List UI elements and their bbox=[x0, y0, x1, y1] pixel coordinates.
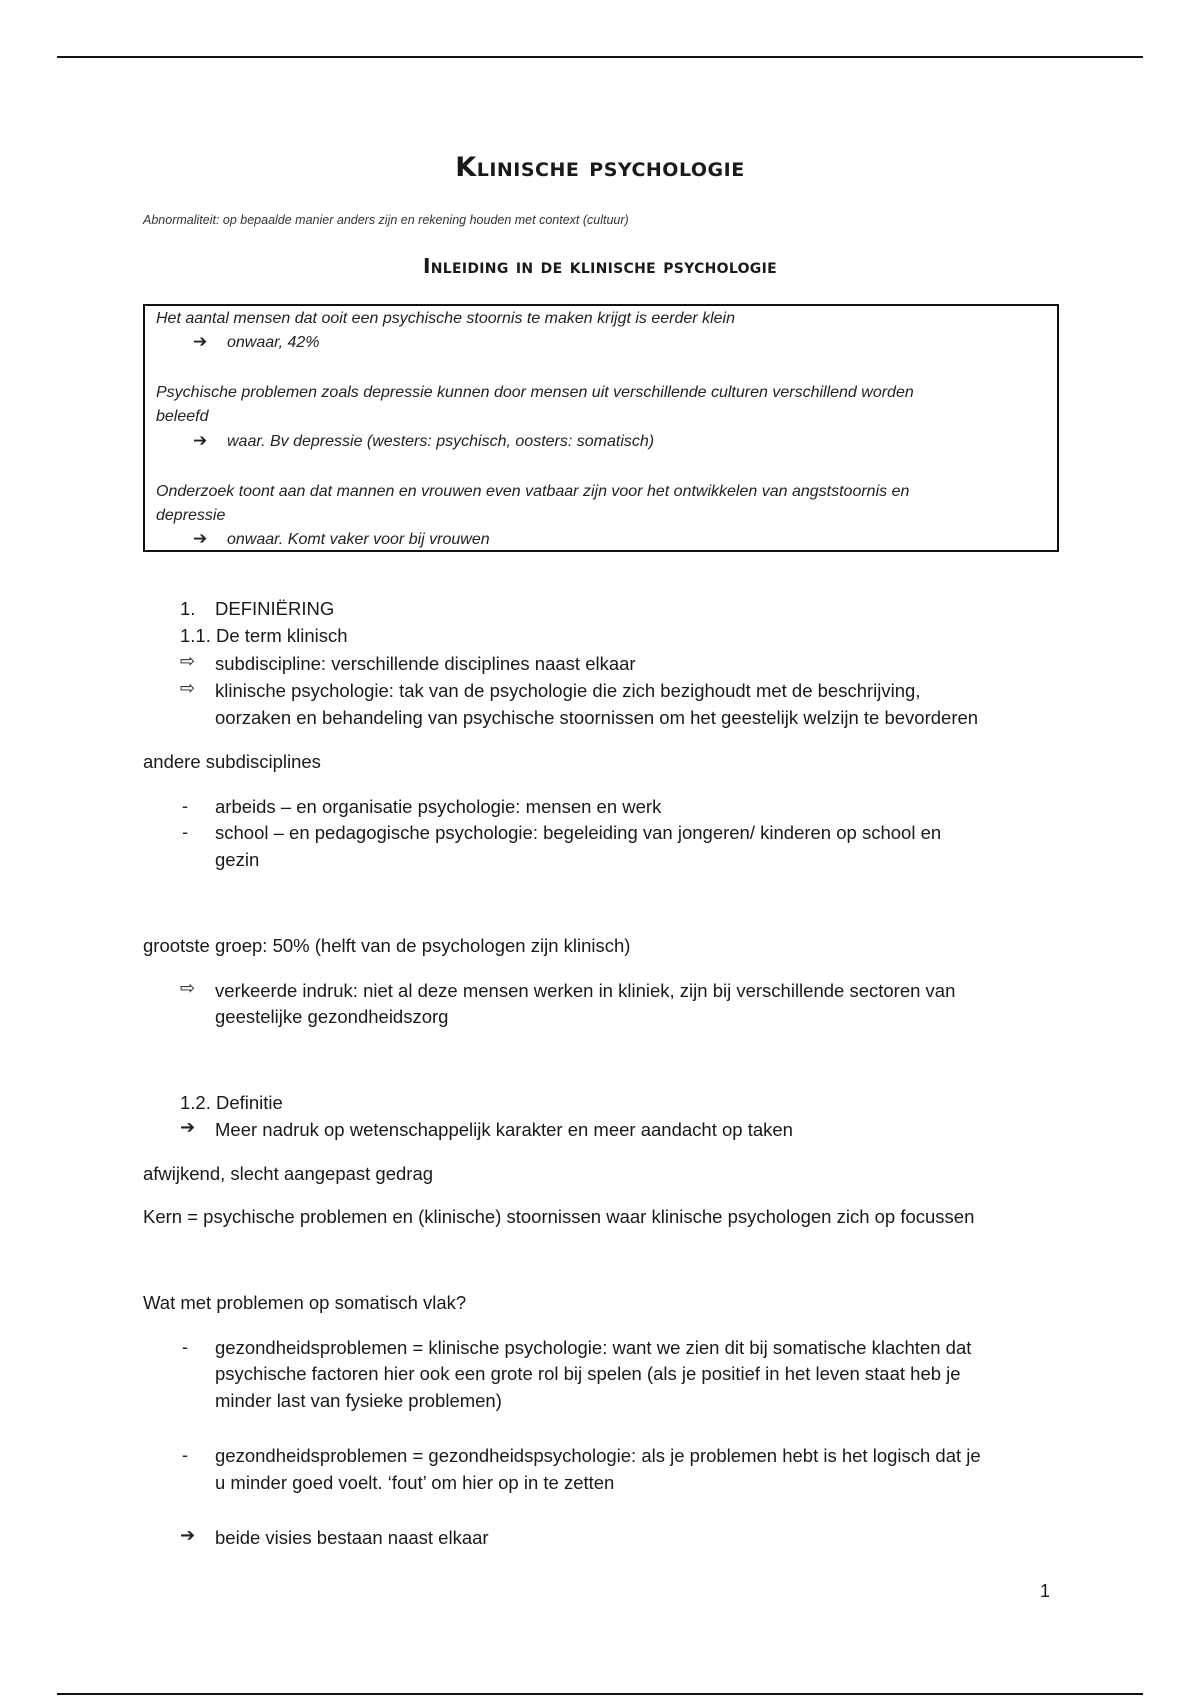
bullet-subdiscipline: subdiscipline: verschillende disciplines naast elkaar bbox=[215, 653, 636, 674]
quiz-box bbox=[143, 304, 1059, 552]
gezondheid-psychologie-line-2: u minder goed voelt. ‘fout’ om hier op in te zetten bbox=[215, 1472, 615, 1493]
box-question-2-line-1: Psychische problemen zoals depressie kunnen door mensen uit verschillende culturen verschillend worden bbox=[156, 384, 914, 401]
page-number: 1 bbox=[1040, 1581, 1051, 1601]
box-answer-2: waar. Bv depressie (westers: psychisch, oosters: somatisch) bbox=[227, 433, 655, 450]
box-answer-3: onwaar. Komt vaker voor bij vrouwen bbox=[227, 531, 490, 548]
box-question-3-line-1: Onderzoek toont aan dat mannen en vrouwen even vatbaar zijn voor het ontwikkelen van angststoornis en bbox=[156, 483, 910, 500]
hollow-arrow-icon: ⇨ bbox=[180, 678, 196, 698]
verkeerde-indruk-line-2: geestelijke gezondheidszorg bbox=[215, 1006, 449, 1027]
hollow-arrow-icon: ⇨ bbox=[180, 978, 196, 998]
gezondheid-psychologie-line-1: gezondheidsproblemen = gezondheidspsychologie: als je problemen hebt is het logisch dat je bbox=[215, 1445, 981, 1466]
section-1-number: 1. bbox=[180, 598, 196, 619]
bullet-klinische-line-1: klinische psychologie: tak van de psychologie die zich bezighoudt met de beschrijving, bbox=[215, 680, 921, 701]
somatisch-vraag: Wat met problemen op somatisch vlak? bbox=[143, 1292, 467, 1313]
subsection-1-1-heading: 1.1. De term klinisch bbox=[180, 625, 348, 646]
beide-visies: beide visies bestaan naast elkaar bbox=[215, 1527, 489, 1548]
abnormaliteit-note: Abnormaliteit: op bepaalde manier anders zijn en rekening houden met context (cultuur) bbox=[143, 213, 629, 227]
document-title: Klinische psychologie bbox=[455, 152, 745, 183]
kern-definitie: Kern = psychische problemen en (klinische) stoornissen waar klinische psychologen zich op focussen bbox=[143, 1206, 975, 1227]
box-question-1: Het aantal mensen dat ooit een psychische stoornis te maken krijgt is eerder klein bbox=[156, 310, 735, 327]
gezondheid-klinisch-line-1: gezondheidsproblemen = klinische psychologie: want we zien dit bij somatische klachten dat bbox=[215, 1337, 972, 1358]
dash-item-arbeids: arbeids – en organisatie psychologie: mensen en werk bbox=[215, 796, 662, 817]
arrow-icon: ➔ bbox=[193, 332, 208, 351]
gezondheid-klinisch-line-2: psychische factoren hier ook een grote rol bij spelen (als je positief in het leven staat heb je bbox=[215, 1363, 961, 1384]
subsection-1-2-heading: 1.2. Definitie bbox=[180, 1092, 283, 1113]
box-question-2-line-2: beleefd bbox=[156, 408, 209, 425]
bottom-rule bbox=[57, 1693, 1143, 1695]
arrow-icon: ➔ bbox=[180, 1525, 196, 1545]
top-rule bbox=[57, 56, 1143, 58]
section-1-heading: DEFINIËRING bbox=[215, 598, 335, 619]
box-question-3-line-2: depressie bbox=[156, 507, 226, 524]
meer-nadruk: Meer nadruk op wetenschappelijk karakter en meer aandacht op taken bbox=[215, 1119, 793, 1140]
dash-item-school-line-1: school – en pedagogische psychologie: begeleiding van jongeren/ kinderen op school en bbox=[215, 822, 942, 843]
gezondheid-klinisch-line-3: minder last van fysieke problemen) bbox=[215, 1390, 502, 1411]
bullet-klinische-line-2: oorzaken en behandeling van psychische stoornissen om het geestelijk welzijn te bevorderen bbox=[215, 707, 979, 728]
arrow-icon: ➔ bbox=[180, 1117, 196, 1137]
arrow-icon: ➔ bbox=[193, 431, 208, 450]
dash-bullet: - bbox=[182, 1337, 188, 1357]
dash-bullet: - bbox=[182, 1445, 188, 1465]
grootste-groep: grootste groep: 50% (helft van de psychologen zijn klinisch) bbox=[143, 935, 631, 956]
arrow-icon: ➔ bbox=[193, 529, 208, 548]
andere-subdisciplines: andere subdisciplines bbox=[143, 751, 321, 772]
dash-item-school-line-2: gezin bbox=[215, 849, 260, 870]
afwijkend-gedrag: afwijkend, slecht aangepast gedrag bbox=[143, 1163, 434, 1184]
section-title: Inleiding in de klinische psychologie bbox=[423, 254, 777, 278]
dash-bullet: - bbox=[182, 822, 188, 842]
dash-bullet: - bbox=[182, 796, 188, 816]
box-answer-1: onwaar, 42% bbox=[227, 334, 320, 351]
verkeerde-indruk-line-1: verkeerde indruk: niet al deze mensen werken in kliniek, zijn bij verschillende sectoren van bbox=[215, 980, 956, 1001]
hollow-arrow-icon: ⇨ bbox=[180, 651, 196, 671]
